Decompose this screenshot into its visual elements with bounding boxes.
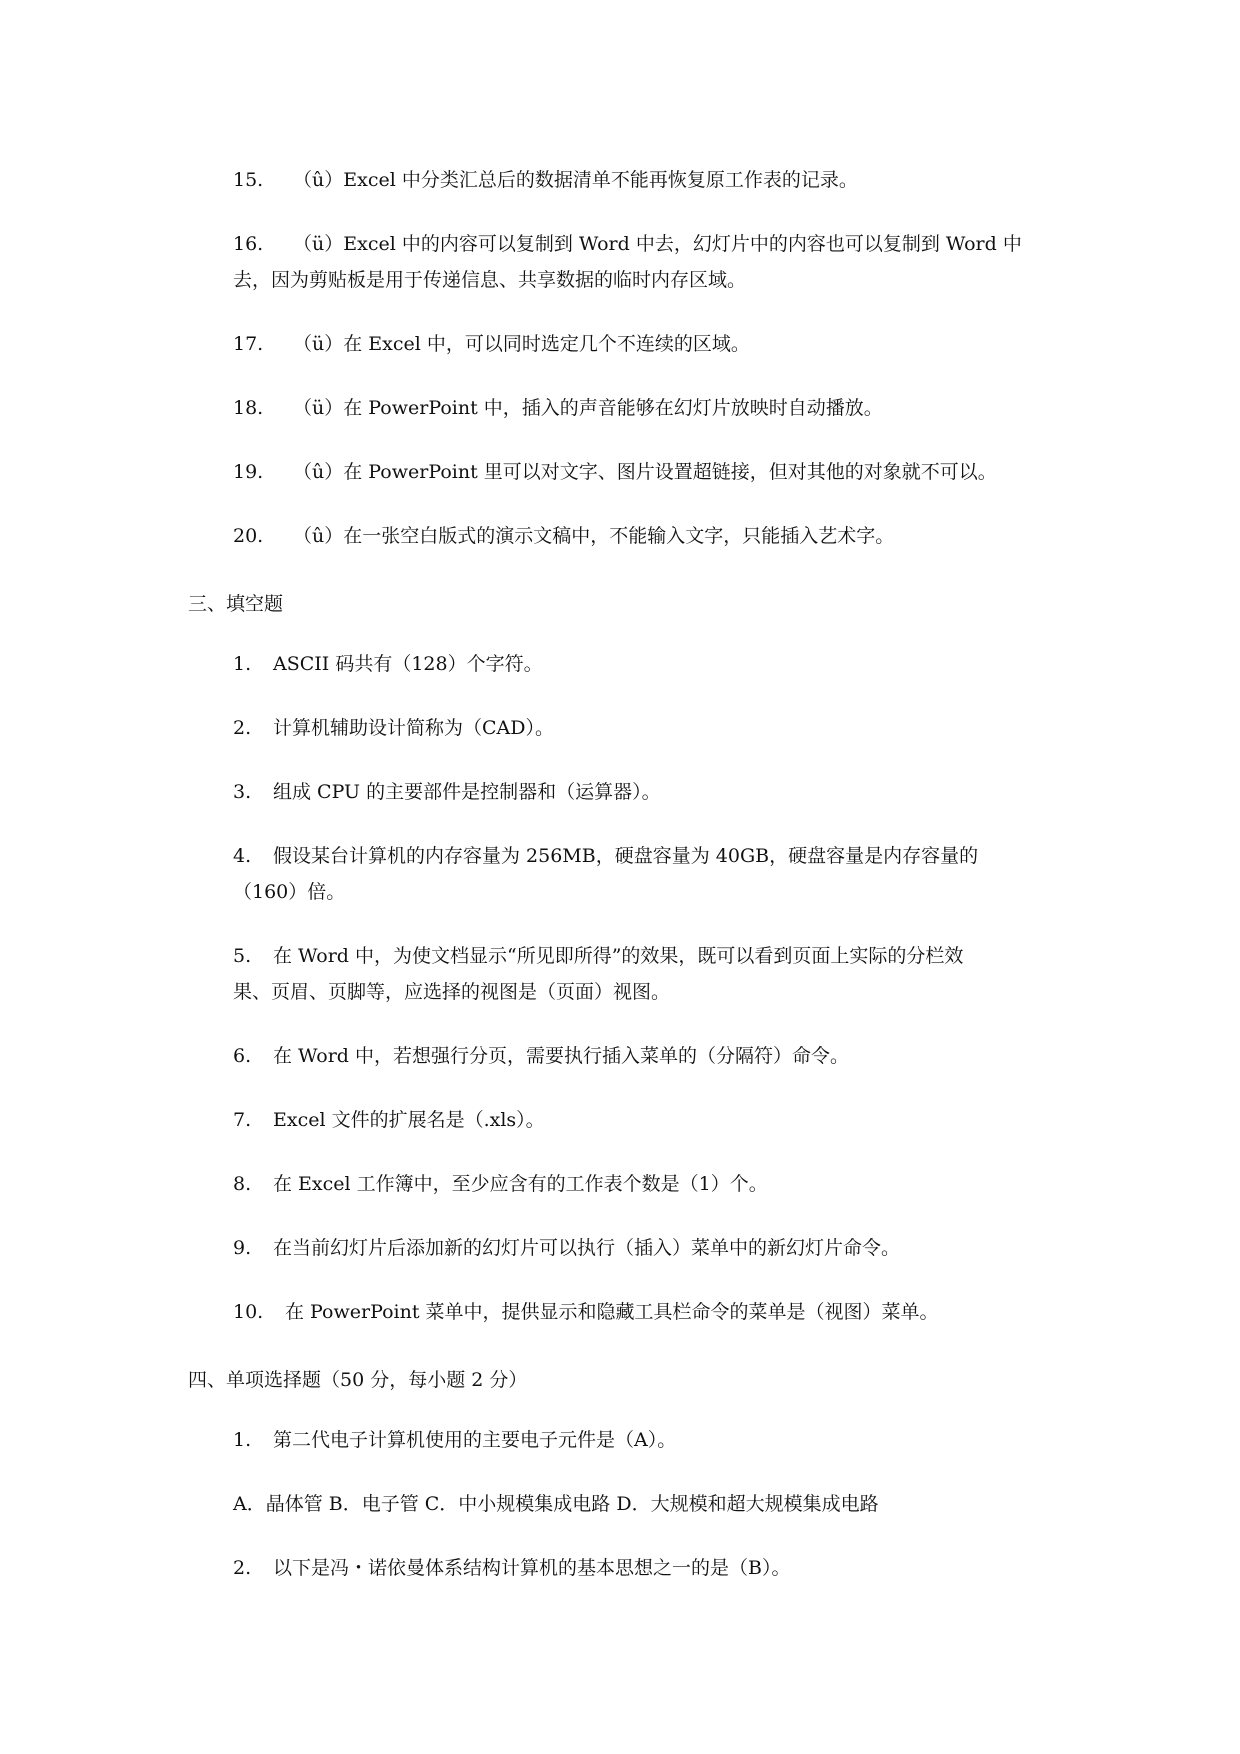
judgment-item-16 [233, 232, 1022, 256]
item-text: （û）在一张空白版式的演示文稿中，不能输入文字，只能插入艺术字。 [293, 525, 895, 547]
item-number: 15. [233, 169, 264, 191]
fill-item-6 [233, 1044, 849, 1068]
item-text: （û）在 PowerPoint 里可以对文字、图片设置超链接，但对其他的对象就不可以。 [293, 461, 997, 483]
item-text: （ü）Excel 中的内容可以复制到 Word 中去，幻灯片中的内容也可以复制到 Word 中 [293, 233, 1022, 255]
fill-item-4-continued [233, 880, 345, 904]
item-text: 第二代电子计算机使用的主要电子元件是（A）。 [273, 1429, 677, 1451]
item-number: 2. [233, 717, 252, 739]
item-text: ASCII 码共有（128）个字符。 [273, 653, 543, 675]
fill-item-5-continued [233, 980, 670, 1004]
fill-item-1 [233, 652, 543, 676]
fill-item-2 [233, 716, 554, 740]
item-number: 19. [233, 461, 264, 483]
item-text: 以下是冯・诺依曼体系结构计算机的基本思想之一的是（B）。 [273, 1557, 791, 1579]
judgment-item-19 [233, 460, 997, 484]
fill-item-5 [233, 944, 963, 968]
fill-item-8 [233, 1172, 768, 1196]
item-number: 16. [233, 233, 264, 255]
fill-item-7 [233, 1108, 545, 1132]
item-text: （û）Excel 中分类汇总后的数据清单不能再恢复原工作表的记录。 [293, 169, 858, 191]
choice-item-1 [233, 1428, 676, 1452]
item-number: 3. [233, 781, 252, 803]
item-text: 在 PowerPoint 菜单中，提供显示和隐藏工具栏命令的菜单是（视图）菜单。 [285, 1301, 939, 1323]
fill-item-4 [233, 844, 978, 868]
item-text: （ü）在 Excel 中，可以同时选定几个不连续的区域。 [293, 333, 750, 355]
item-number: 20. [233, 525, 264, 547]
item-text: 组成 CPU 的主要部件是控制器和（运算器）。 [273, 781, 661, 803]
choice-item-1-options: A．晶体管 B．电子管 C．中小规模集成电路 D．大规模和超大规模集成电路 [233, 1493, 879, 1515]
judgment-item-16-continued [233, 268, 746, 292]
item-number: 18. [233, 397, 264, 419]
item-text: 计算机辅助设计简称为（CAD）。 [273, 717, 554, 739]
item-number: 10. [233, 1301, 264, 1323]
item-number: 1. [233, 1429, 252, 1451]
choice-item-2 [233, 1556, 790, 1580]
item-text: 在 Word 中，为使文档显示“所见即所得”的效果，既可以看到页面上实际的分栏效 [273, 945, 964, 967]
item-text-continued: 果、页眉、页脚等，应选择的视图是（页面）视图。 [233, 981, 671, 1003]
item-text-continued: （160）倍。 [233, 881, 346, 903]
item-number: 6. [233, 1045, 252, 1067]
item-number: 9. [233, 1237, 252, 1259]
fill-item-10 [233, 1300, 939, 1324]
judgment-item-18 [233, 396, 883, 420]
item-text: Excel 文件的扩展名是（.xls）。 [273, 1109, 545, 1131]
item-text: 在 Excel 工作簿中，至少应含有的工作表个数是（1）个。 [273, 1173, 768, 1195]
fill-item-9 [233, 1236, 900, 1260]
item-text: 假设某台计算机的内存容量为 256MB，硬盘容量为 40GB，硬盘容量是内存容量的 [273, 845, 979, 867]
item-number: 17. [233, 333, 264, 355]
item-number: 2. [233, 1557, 252, 1579]
item-number: 4. [233, 845, 252, 867]
judgment-item-17 [233, 332, 750, 356]
section-heading-single-choice: 四、单项选择题（50 分，每小题 2 分） [188, 1369, 528, 1391]
judgment-item-20 [233, 524, 894, 548]
item-text: 在当前幻灯片后添加新的幻灯片可以执行（插入）菜单中的新幻灯片命令。 [273, 1237, 901, 1259]
item-number: 5. [233, 945, 252, 967]
judgment-item-15 [233, 168, 858, 192]
item-text-continued: 去，因为剪贴板是用于传递信息、共享数据的临时内存区域。 [233, 269, 747, 291]
item-text: 在 Word 中，若想强行分页，需要执行插入菜单的（分隔符）命令。 [273, 1045, 850, 1067]
item-text: （ü）在 PowerPoint 中，插入的声音能够在幻灯片放映时自动播放。 [293, 397, 883, 419]
item-number: 7. [233, 1109, 252, 1131]
item-number: 8. [233, 1173, 252, 1195]
section-heading-fill-in: 三、填空题 [188, 593, 284, 615]
fill-item-3 [233, 780, 661, 804]
item-number: 1. [233, 653, 252, 675]
